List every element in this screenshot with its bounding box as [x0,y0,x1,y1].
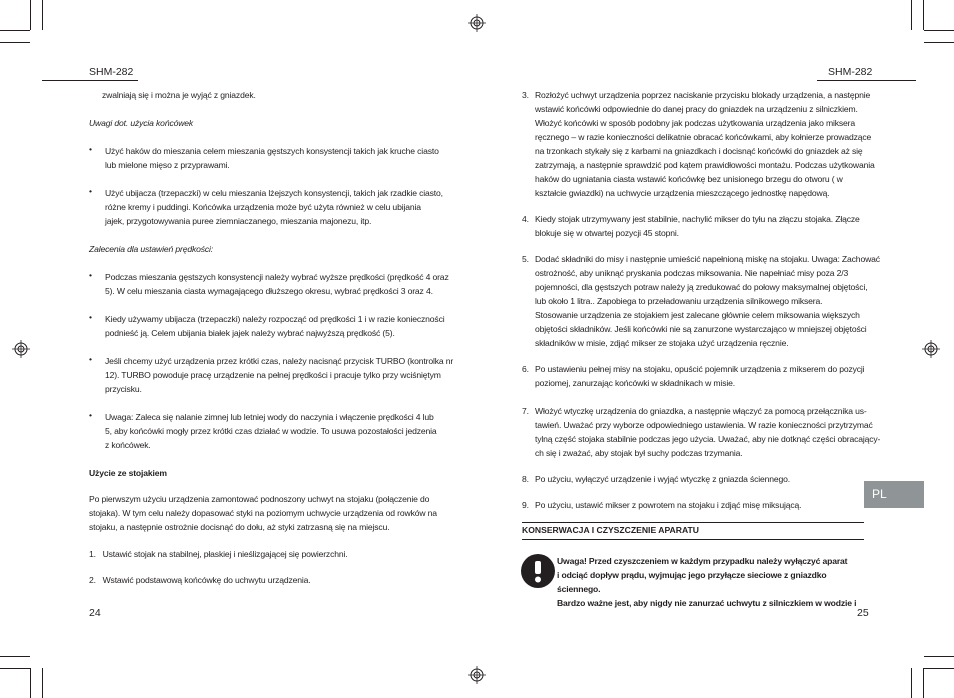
step-item: Po ustawieniu pełnej misy na stojaku, opuścić pojemnik urządzenia z mikserem do pozycji poziomej, zanurzając końcówki w składnikach w misie. [535,364,865,388]
step-item: Rozłożyć uchwyt urządzenia poprzez naciskanie przycisku blokady urządzenia, a następnie wstawić końcówki odpowiednie do danej pracy do gniazdek na urządzeniu z silniczkiem. Włożyć końcówki w sposób podobny jak podczas użytkowania urządzenia jako miksera ręcznego – w razie konieczności delikatnie obracać końcówkami, aby kołnierze prowadzące na trzonkach stykały się z karbami na gniazdkach i docisnąć końcówki do gniazdek aż się zatrzymają, a następnie sprawdzić pod kątem prawidłowości montażu. Podczas użytkowania haków do ugniatania ciasta wstawić końcówkę bez unisionego brzegu do otworu ( w kształcie gwiazdki) na uchwycie urządzenia mieszczącego jednostkę napędową. [535,90,875,198]
exclamation-warning-icon [521,554,555,588]
list-item: Użyć ubijacza (trzepaczki) w celu mieszania lżejszych konsystencji, takich jak rzadkie ciasto, różne kremy i puddingi. Końcówka urządzenia może być użyta również w celu ubijania jajek, przygotowywania puree ziemniaczanego, mieszania majonezu, itp. [105,188,443,226]
step-item: 2. Wstawić podstawową końcówkę do uchwytu urządzenia. [89,575,311,585]
list-item: Jeśli chcemy użyć urządzenia przez krótki czas, należy nacisnąć przycisk TURBO (kontrolka nr 12). TURBO powoduje pracę urządzenie na pełnej prędkości i pracuje tylko przy wciśniętym przycisku. [105,356,454,394]
list-item: Podczas mieszania gęstszych konsystencji należy wybrać wyższe prędkości (prędkość 4 oraz 5). W celu mieszania ciasta wymagającego dłuższego okresu, wybrać prędkości 3 oraz 4. [105,272,449,296]
header-rule [817,80,916,81]
crop-mark [42,668,43,698]
step-item: Kiedy stojak utrzymywany jest stabilnie, nachylić mikser do tyłu na złączu stojaka. Złącze blokuje się w otwartej pozycji 45 stopni. [535,214,860,238]
bullet: • [89,144,93,154]
step-number: 8. [522,474,529,484]
crop-mark [924,30,954,31]
page-header: SHM-282 [828,66,873,78]
crop-mark [911,668,912,698]
bullet: • [89,270,93,280]
page-number: 24 [89,607,101,619]
registration-mark-icon [468,666,486,684]
bullet: • [89,410,93,420]
step-item: Włożyć wtyczkę urządzenia do gniazdka, a następnie włączyć za pomocą przełącznika us- tawień. Uważać przy wyborze odpowiedniego ustawienia. W razie konieczności przytrzymać tylną część stojaka stabilnie podczas jego użycia. Uważać, aby nie dotknąć części obracający- ch się i zważać, aby stojak był suchy podczas trzymania. [535,406,881,458]
page-header: SHM-282 [89,66,134,78]
bullet: • [89,354,93,364]
list-item: Kiedy używamy ubijacza (trzepaczki) należy rozpocząć od prędkości 1 i w razie konieczności podnieść ją. Celem ubijania białek jajek należy wybrać najwyższą prędkość (5). [105,314,445,338]
crop-mark [924,42,954,43]
registration-mark-icon [922,340,940,358]
step-item: Dodać składniki do misy i następnie umieścić napełnioną miskę na stojaku. Uwaga: Zachować ostrożność, aby uniknąć pryskania podczas miksowania. Nie napełniać misy poza 2/3 pojemności, dla gęstszych potraw należy ją zredukować do połowy maksymalnej objętości, lub około 1 litra.. Zapobiega to przeładowaniu urządzenia silnikowego miksera. Stosowanie urządzenia ze stojakiem jest zalecane głównie celem miksowania większych objętości składników. Jeśli końcówki nie są zanurzone wystarczająco w mniejszej objętości składników w misie, zdjąć mikser ze stojaka użyć urządzenia ręcznie. [535,254,880,348]
step-number: 7. [522,406,529,416]
list-item: Użyć haków do mieszania celem mieszania gęstszych konsystencji takich jak kruche ciasto lub mielone mięso z przyprawami. [105,146,439,170]
section-heading: Zalecenia dla ustawień prędkości: [89,244,214,254]
crop-mark [42,0,43,30]
warning-text: Uwaga! Przed czyszczeniem w każdym przypadku należy wyłączyć aparat i odciąć dopływ prądu, wyjmując jego przyłącze sieciowe z gniazdko ściennego. Bardzo ważne jest, aby nigdy nie zanurzać uchwytu z silniczkiem w wodzie i [557,556,857,608]
crop-mark [924,656,954,657]
registration-mark-icon [468,14,486,32]
step-number: 3. [522,90,529,100]
header-rule [42,80,138,81]
paragraph: Po pierwszym użyciu urządzenia zamontować podnoszony uchwyt na stojaku (połączenie do stojaka). W tym celu należy dopasować styki na poziomym uchwycie urządzenia od rowków na stojaku, a następnie ostrożnie docisnąć do dołu, aż styki zatrzasną się na miejscu. [89,494,437,532]
step-item: Po użyciu, wyłączyć urządzenie i wyjąć wtyczkę z gniazda ściennego. [535,474,791,484]
section-heading: KONSERWACJA I CZYSZCZENIE APARATU [522,525,699,535]
section-heading: Uwagi dot. użycia końcówek [89,118,194,128]
step-number: 4. [522,214,529,224]
crop-mark [0,30,30,31]
crop-mark [0,42,30,43]
step-number: 9. [522,500,529,510]
step-item: 1. Ustawić stojak na stabilnej, płaskiej i nieślizgającej się powierzchni. [89,549,348,559]
crop-mark [0,668,30,669]
registration-mark-icon [12,340,30,358]
crop-mark [923,668,924,698]
crop-mark [924,668,954,669]
crop-mark [30,668,31,698]
crop-mark [923,0,924,30]
bullet: • [89,186,93,196]
crop-mark [0,656,30,657]
section-heading: Użycie ze stojakiem [89,468,167,478]
step-number: 5. [522,254,529,264]
crop-mark [911,0,912,30]
step-item: Po użyciu, ustawić mikser z powrotem na stojaku i zdjąć misę miksującą. [535,500,802,510]
list-item: Uwaga: Zaleca się nalanie zimnej lub letniej wody do naczynia i włączenie prędkości 4 lub 5, aby końcówki mogły przez krótki czas działać w wodzie. To usuwa pozostałości jedzenia z końcówek. [105,412,437,450]
bullet: • [89,312,93,322]
language-tab: PL [864,481,924,508]
step-number: 6. [522,364,529,374]
section-rule [522,522,864,523]
page-number: 25 [857,607,869,619]
section-rule [522,539,864,540]
crop-mark [30,0,31,30]
continuation-text: zwalniają się i można je wyjąć z gniazdek. [102,90,256,100]
